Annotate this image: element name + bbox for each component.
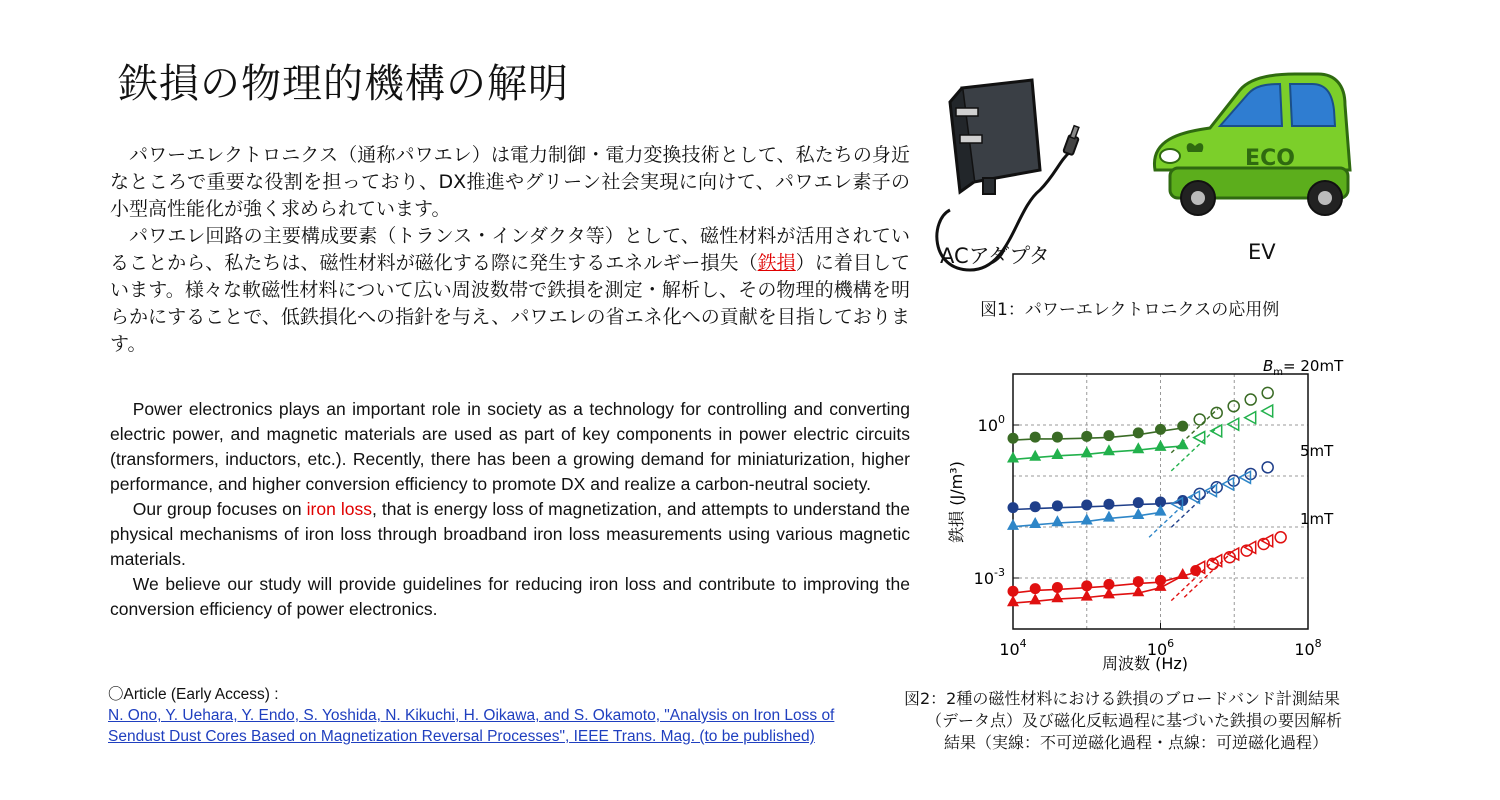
data-point — [1081, 514, 1093, 525]
open-data-point — [1211, 425, 1222, 437]
data-point — [1133, 427, 1144, 438]
data-point — [1081, 590, 1093, 601]
page-title: 鉄損の物理的機構の解明 — [118, 61, 569, 107]
bm-value: = 20mT — [1283, 357, 1344, 375]
y-tick-exponent: 0 — [998, 413, 1005, 426]
figure-2-caption-line-1: 図2：2種の磁性材料における鉄損のブロードバンド計測結果 — [904, 689, 1341, 708]
figure-1-illustrations — [920, 60, 1380, 330]
open-data-point — [1228, 401, 1239, 412]
open-data-point — [1245, 412, 1256, 424]
jp-p2-text-b: ）に着目しています。様々な軟磁性材料について広い周波数帯で鉄損を測定・解析し、その物理的機構を明らかにすることで、低鉄損化への指針を与え、パワエレの省エネ化への貢献を目指しております。 — [110, 252, 910, 355]
jp-paragraph-2 — [110, 223, 910, 358]
y-tick-exponent: -3 — [994, 566, 1005, 579]
en-p2-text-a: Our group focuses on — [132, 499, 307, 519]
en-paragraph-3: We believe our study will provide guidelines for reducing iron loss and contribute to improving the conversion efficiency of power electronics. — [110, 574, 910, 619]
data-point — [1029, 450, 1041, 461]
bm-subscript: m — [1273, 367, 1284, 378]
data-point — [1051, 591, 1063, 602]
data-point — [1132, 442, 1144, 453]
x-tick-exponent: 4 — [1019, 637, 1027, 650]
en-paragraph-2 — [110, 497, 910, 572]
x-tick-label: $10^6$ — [1146, 637, 1175, 659]
data-point — [1051, 448, 1063, 459]
x-tick-label: $10^8$ — [1294, 637, 1322, 659]
bm-20mT-annotation — [1263, 357, 1344, 378]
data-point — [1103, 499, 1114, 510]
open-data-point — [1228, 418, 1239, 430]
data-point — [1081, 500, 1092, 511]
data-point — [1007, 452, 1019, 463]
open-data-point — [1262, 387, 1273, 398]
ev-car-illustration — [1154, 74, 1350, 215]
x-tick-label: $10^4$ — [999, 637, 1027, 659]
article-link[interactable] — [108, 707, 834, 745]
x-axis-label: 周波数 (Hz) — [1101, 654, 1189, 673]
figure-1-caption: 図1：パワーエレクトロニクスの応用例 — [980, 300, 1280, 320]
data-point — [1030, 501, 1041, 512]
x-tick-exponent: 6 — [1167, 637, 1175, 650]
y-tick-label: $10^{-3}$ — [973, 566, 1005, 588]
iron-loss-chart — [930, 352, 1360, 682]
figure-2-caption-line-3: 結果（実線：不可逆磁化過程・点線：可逆磁化過程） — [944, 733, 1329, 752]
chart-marks — [1007, 387, 1286, 606]
japanese-body — [110, 142, 910, 358]
data-point — [1103, 511, 1115, 522]
article-label: 〇Article (Early Access) : — [108, 686, 279, 703]
dashed-fit-line — [1184, 553, 1231, 597]
data-point — [1081, 446, 1093, 457]
5mT-annotation: 5mT — [1300, 442, 1334, 460]
open-data-point — [1262, 405, 1273, 417]
open-data-point — [1262, 462, 1273, 473]
data-point — [1008, 502, 1019, 513]
chart-annotations — [1263, 357, 1344, 528]
1mT-annotation: 1mT — [1300, 510, 1334, 528]
x-tick-exponent: 8 — [1314, 637, 1322, 650]
article-reference — [108, 684, 908, 747]
data-point — [1177, 438, 1189, 449]
data-point — [1007, 519, 1019, 530]
bm-symbol: B — [1263, 357, 1274, 375]
ac-adapter-label: ACアダプタ — [940, 244, 1050, 268]
data-point — [1155, 424, 1166, 435]
data-point — [1029, 593, 1041, 604]
figure-2-caption-line-2: （データ点）及び磁化反転過程に基づいた鉄損の要因解析 — [926, 711, 1343, 730]
data-point — [1008, 586, 1019, 597]
jp-paragraph-1: パワーエレクトロニクス（通称パワエレ）は電力制御・電力変換技術として、私たちの身近なところで重要な役割を担っており、DX推進やグリーン社会実現に向けて、パワエレ素子の小型高性能化が強く求められています。 — [110, 144, 910, 220]
data-point — [1029, 517, 1041, 528]
en-p2-text-b: , that is energy loss of magnetization, and attempts to understand the physical mechanisms of iron loss through broadband iron loss measurements using various magnetic materials. — [110, 499, 911, 569]
jp-p2-text-a: パワエレ回路の主要構成要素（トランス・インダクタ等）として、磁性材料が活用されていることから、私たちは、磁性材料が磁化する際に発生するエネルギー損失（ — [110, 225, 910, 274]
data-point — [1052, 432, 1063, 443]
data-point — [1007, 595, 1019, 606]
data-point — [1103, 587, 1115, 598]
data-point — [1103, 444, 1115, 455]
data-point — [1132, 508, 1144, 519]
en-paragraph-1: Power electronics plays an important role in society as a technology for controlling and converting electric power, and magnetic materials are used as part of key components in power electric circuits (transformers, inductors, etc.). Recently, there has been a growing demand for miniaturization, higher performance, and higher conversion efficiency to promote DX and realize a carbon-neutral society. — [110, 399, 910, 494]
open-data-point — [1194, 414, 1205, 425]
data-point — [1155, 440, 1167, 451]
data-point — [1155, 505, 1167, 516]
data-point — [1177, 568, 1189, 579]
english-body — [110, 397, 910, 622]
data-point — [1052, 500, 1063, 511]
article-link-line-1: N. Ono, Y. Uehara, Y. Endo, S. Yoshida, N. Kikuchi, H. Oikawa, and S. Okamoto, "Analysis on Iron Loss of — [108, 707, 835, 724]
open-data-point — [1245, 394, 1256, 405]
data-point — [1177, 421, 1188, 432]
dashed-fit-line — [1171, 483, 1218, 527]
data-point — [1051, 515, 1063, 526]
data-point — [1030, 432, 1041, 443]
eco-text: ECO — [1245, 146, 1295, 171]
article-link-line-2: Sendust Dust Cores Based on Magnetization Reversal Processes", IEEE Trans. Mag. (to be published) — [108, 728, 815, 745]
figure-2-caption — [904, 688, 1404, 754]
data-point — [1133, 497, 1144, 508]
iron-loss-highlight: iron loss — [306, 499, 372, 519]
y-tick-label: $10^0$ — [977, 413, 1005, 435]
data-point — [1008, 433, 1019, 444]
data-point — [1081, 431, 1092, 442]
data-point — [1103, 430, 1114, 441]
data-point — [1030, 583, 1041, 594]
iron-loss-link-jp[interactable]: 鉄損 — [757, 252, 796, 274]
data-point — [1132, 585, 1144, 596]
ev-label: EV — [1248, 240, 1276, 264]
open-data-point — [1275, 532, 1286, 543]
y-axis-label: 鉄損 (J/m³) — [947, 461, 966, 543]
